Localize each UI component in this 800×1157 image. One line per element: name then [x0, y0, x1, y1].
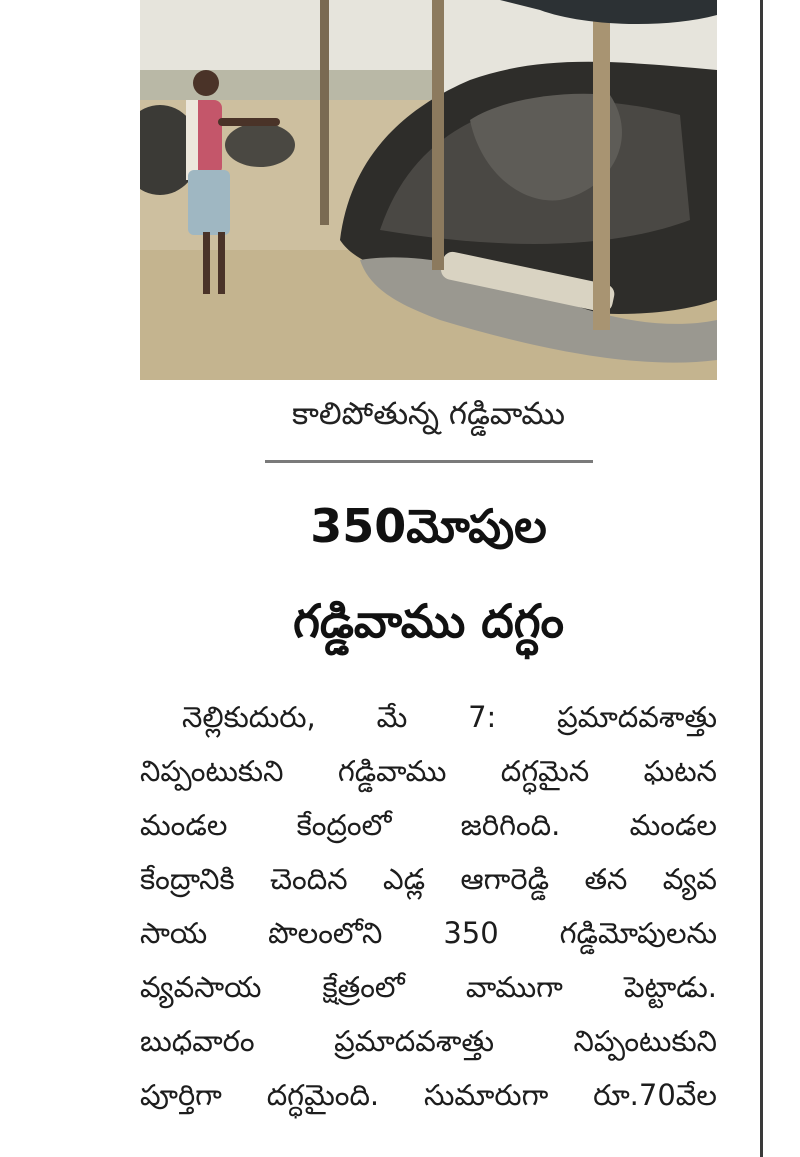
body-line: వ్యవసాయ క్షేత్రంలో వాముగా పెట్టాడు. — [140, 970, 717, 1004]
article-body — [140, 690, 717, 1122]
headline — [140, 490, 717, 662]
body-line: బుధవారం ప్రమాదవశాత్తు నిప్పంటుకుని — [140, 1024, 717, 1058]
body-line: నెల్లికుదురు, మే 7: ప్రమాదవశాత్తు — [182, 700, 717, 734]
headline-line-1: 350మోపుల — [310, 499, 547, 553]
photo-caption: కాలిపోతున్న గడ్డివాము — [292, 396, 565, 432]
column-divider — [760, 0, 763, 1157]
headline-line-2: గడ్డివాము దగ్ధం — [293, 594, 564, 648]
body-line: పూర్తిగా దగ్ధమైంది. సుమారుగా రూ.70వేల — [140, 1078, 717, 1112]
body-line: మండల కేంద్రంలో జరిగింది. మండల — [140, 808, 717, 842]
body-line: సాయ పొలంలోని 350 గడ్డిమోపులను — [140, 916, 717, 950]
caption-divider — [265, 460, 593, 463]
body-line: నిప్పంటుకుని గడ్డివాము దగ్ధమైన ఘటన — [140, 754, 717, 788]
body-line: కేంద్రానికి చెందిన ఎడ్ల ఆగారెడ్డి తన వ్యవ — [140, 862, 717, 896]
news-photo — [140, 0, 717, 380]
